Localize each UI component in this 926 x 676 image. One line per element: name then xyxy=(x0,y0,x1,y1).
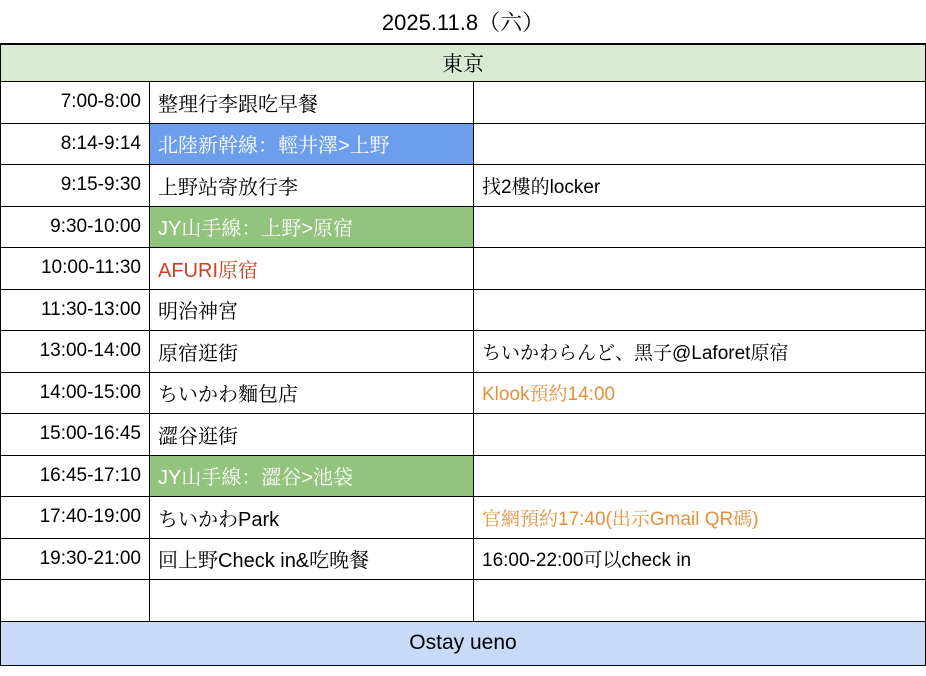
time-cell: 9:30-10:00 xyxy=(0,207,150,249)
time-cell: 13:00-14:00 xyxy=(0,331,150,373)
table-row xyxy=(0,124,926,166)
time-cell: 7:00-8:00 xyxy=(0,82,150,124)
time-cell: 9:15-9:30 xyxy=(0,165,150,207)
note-cell: 官網預約17:40(出示Gmail QR碼) xyxy=(474,497,926,539)
table-row xyxy=(0,207,926,249)
time-cell: 14:00-15:00 xyxy=(0,373,150,415)
table-row xyxy=(0,539,926,581)
activity-cell: JY山手線：澀谷>池袋 xyxy=(150,456,474,498)
time-cell: 16:45-17:10 xyxy=(0,456,150,498)
time-cell: 17:40-19:00 xyxy=(0,497,150,539)
hotel-name: Ostay ueno xyxy=(0,622,926,666)
table-row xyxy=(0,414,926,456)
footer-row xyxy=(0,622,926,666)
note-cell xyxy=(474,248,926,290)
note-cell xyxy=(474,414,926,456)
table-row xyxy=(0,82,926,124)
time-cell: 8:14-9:14 xyxy=(0,124,150,166)
note-cell xyxy=(474,580,926,622)
note-cell xyxy=(474,124,926,166)
note-cell: ちいかわらんど、黑子@Laforet原宿 xyxy=(474,331,926,373)
table-row xyxy=(0,331,926,373)
note-cell: 16:00-22:00可以check in xyxy=(474,539,926,581)
activity-cell: ちいかわ麵包店 xyxy=(150,373,474,415)
time-cell: 11:30-13:00 xyxy=(0,290,150,332)
table-row xyxy=(0,497,926,539)
time-cell: 19:30-21:00 xyxy=(0,539,150,581)
activity-cell: 澀谷逛街 xyxy=(150,414,474,456)
activity-cell: 明治神宮 xyxy=(150,290,474,332)
note-cell xyxy=(474,207,926,249)
time-cell: 10:00-11:30 xyxy=(0,248,150,290)
table-row xyxy=(0,165,926,207)
activity-cell xyxy=(150,580,474,622)
activity-cell: ちいかわPark xyxy=(150,497,474,539)
note-cell: 找2樓的locker xyxy=(474,165,926,207)
table-row xyxy=(0,290,926,332)
note-cell xyxy=(474,456,926,498)
activity-cell: 北陸新幹線：輕井澤>上野 xyxy=(150,124,474,166)
table-row xyxy=(0,456,926,498)
section-header-row xyxy=(0,44,926,82)
table-row xyxy=(0,580,926,622)
activity-cell: 上野站寄放行李 xyxy=(150,165,474,207)
note-cell xyxy=(474,290,926,332)
note-cell xyxy=(474,82,926,124)
title-row xyxy=(0,0,926,44)
table-row xyxy=(0,248,926,290)
activity-cell: 整理行李跟吃早餐 xyxy=(150,82,474,124)
activity-cell: AFURI原宿 xyxy=(150,248,474,290)
activity-cell: 回上野Check in&吃晚餐 xyxy=(150,539,474,581)
page-title: 2025.11.8（六） xyxy=(0,0,926,44)
table-row xyxy=(0,373,926,415)
time-cell: 15:00-16:45 xyxy=(0,414,150,456)
time-cell xyxy=(0,580,150,622)
activity-cell: JY山手線：上野>原宿 xyxy=(150,207,474,249)
note-cell: Klook預約14:00 xyxy=(474,373,926,415)
section-header-tokyo: 東京 xyxy=(0,44,926,82)
activity-cell: 原宿逛街 xyxy=(150,331,474,373)
